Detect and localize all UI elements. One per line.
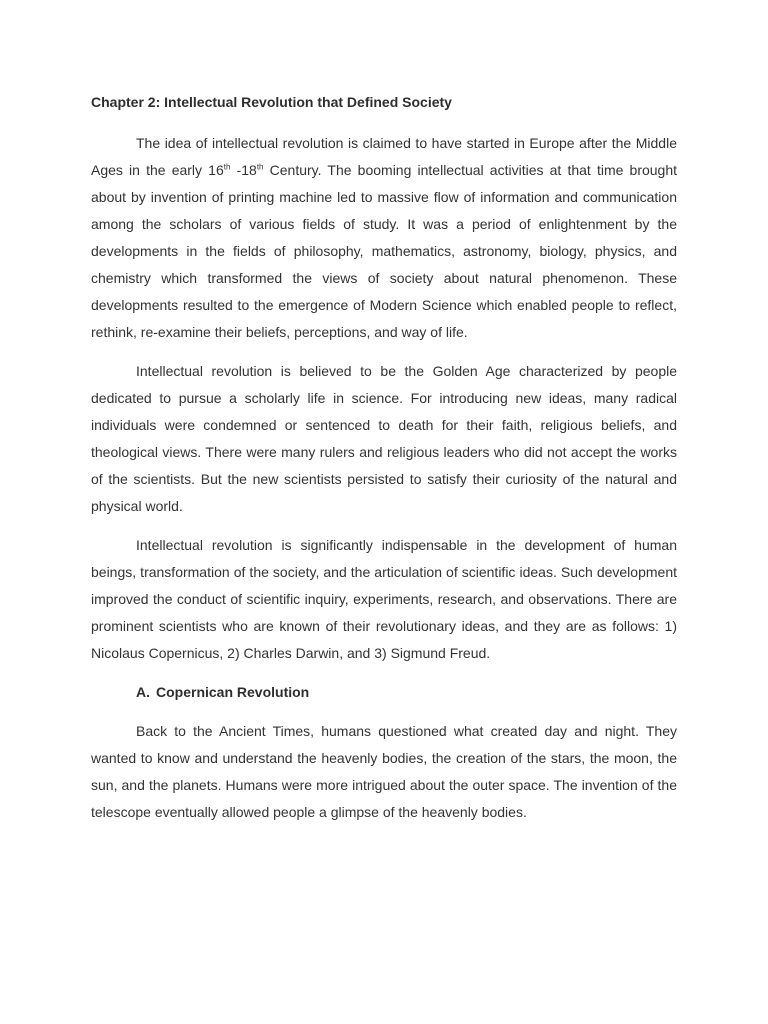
intro-text-part-3: Century. The booming intellectual activities at that time brought about by invention of printing machine led to massive flow of information and communication among the scholars of various fields of study. It was a period of enlightenment by the developments in the fields of philosophy, mathematics, astronomy, biology, physics, and chemistry which transformed the views of society about natural phenomenon. These developments resulted to the emergence of Modern Science which enabled people to reflect, rethink, re-examine their beliefs, perceptions, and way of life.: [91, 162, 678, 340]
section-a-title: Copernican Revolution: [156, 684, 310, 700]
intro-text-part-1: The idea of intellectual revolution is claimed to have started in Europe after the Middle Ages in the early 16: [91, 135, 677, 178]
section-a-heading: [91, 679, 677, 706]
section-a-marker: A.: [136, 684, 150, 700]
intro-text-part-2: -18: [230, 162, 257, 178]
superscript-th-1: th: [223, 162, 231, 172]
scientists-paragraph: Intellectual revolution is significantly indispensable in the development of human beings, transformation of the society, and the articulation of scientific ideas. Such development improved the conduct of scientific inquiry, experiments, research, and observations. There are prominent scientists who are known of their revolutionary ideas, and they are as follows: 1) Nicolaus Copernicus, 2) Charles Darwin, and 3) Sigmund Freud.: [91, 537, 677, 661]
chapter-title: Chapter 2: Intellectual Revolution that Defined Society: [91, 94, 452, 110]
golden-age-paragraph: Intellectual revolution is believed to be the Golden Age characterized by people dedicated to pursue a scholarly life in science. For introducing new ideas, many radical individuals were condemned or sentenced to death for their faith, religious beliefs, and theological views. There were many rulers and religious leaders who did not accept the works of the scientists. But the new scientists persisted to satisfy their curiosity of the natural and physical world.: [91, 363, 677, 514]
superscript-th-2: th: [256, 162, 264, 172]
copernican-paragraph: Back to the Ancient Times, humans questioned what created day and night. They wanted to know and understand the heavenly bodies, the creation of the stars, the moon, the sun, and the planets. Humans were more intrigued about the outer space. The invention of the telescope eventually allowed people a glimpse of the heavenly bodies.: [91, 723, 677, 820]
intro-paragraph: [91, 130, 677, 346]
